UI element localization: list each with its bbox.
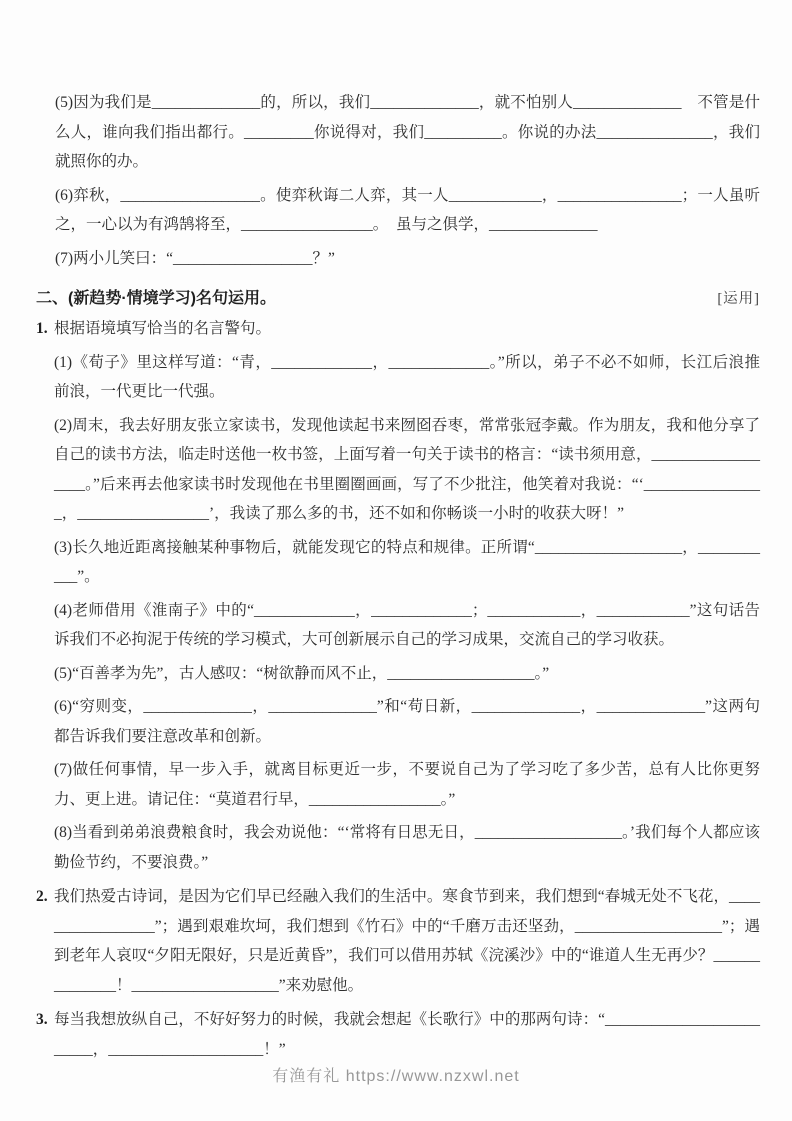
part1-item-6: (6)弈秋，__________________。使弈秋诲二人弈，其一人____________，________________；一人虽听之，一心以为有鸿鹄将至，_________________。 虽与之俱学，______________ xyxy=(55,186,760,233)
section-2-header xyxy=(36,285,760,308)
question-1-item-7: (7)做任何事情，早一步入手，就离目标更近一步，不要说自己为了学习吃了多少苦，总有人比你更努力、更上进。请记住：“莫道君行早，_________________。” xyxy=(54,761,760,808)
part1-item-7: (7)两小儿笑曰：“__________________？” xyxy=(55,249,335,267)
question-1-item-5: (5)“百善孝为先”，古人感叹：“树欲静而风不止，___________________。” xyxy=(54,664,550,682)
question-2 xyxy=(36,882,760,1000)
part1-item-5: (5)因为我们是______________的，所以，我们______________，就不怕别人______________ 不管是什么人，谁向我们指出都行。_________你说得对，我们__________。你说的办法_______________，我们就照你的办。 xyxy=(55,94,760,170)
question-3 xyxy=(36,1005,760,1064)
question-2-text: 我们热爱古诗词，是因为它们早已经融入我们的生活中。寒食节到来，我们想到“春城无处不飞花，_________________”；遇到艰难坎坷，我们想到《竹石》中的“千磨万击还坚劲，___________________”；遇到老年人哀叹“夕阳无限好，只是近黄昏”，我们可以借用苏轼《浣溪沙》中的“谁道人生无再少？______________！___________________”来劝慰他。 xyxy=(54,888,760,994)
section-2-tag: [运用] xyxy=(717,291,760,307)
question-1 xyxy=(36,314,760,877)
question-1-intro: 根据语境填写恰当的名言警句。 xyxy=(54,320,272,337)
question-3-number: 3. xyxy=(36,1011,48,1028)
worksheet-content xyxy=(36,88,760,1069)
question-1-item-1: (1)《荀子》里这样写道：“青，_____________，_____________。”所以，弟子不必不如师，长江后浪推前浪，一代更比一代强。 xyxy=(54,353,760,400)
question-3-text: 每当我想放纵自己，不好好努力的时候，我就会想起《长歌行》中的那两句诗：“_________________________，____________________！” xyxy=(54,1011,760,1058)
question-2-number: 2. xyxy=(36,888,48,905)
question-1-item-8: (8)当看到弟弟浪费粮食时，我会劝说他：“‘常将有日思无日，___________________。’我们每个人都应该勤俭节约，不要浪费。” xyxy=(54,824,760,871)
footer-watermark: 有渔有礼 https://www.nzxwl.net xyxy=(272,1068,520,1085)
question-1-item-4: (4)老师借用《淮南子》中的“_____________，_____________；____________，____________”这句话告诉我们不必拘泥于传统的学习模式，大可创新展示自己的学习成果，交流自己的学习收获。 xyxy=(54,601,760,648)
question-1-item-2: (2)周末，我去好朋友张立家读书，发现他读起书来囫囵吞枣，常常张冠李戴。作为朋友，我和他分享了自己的读书方法，临走时送他一枚书签，上面写着一句关于读书的格言：“读书须用意，__________________。”后来再去他家读书时发现他在书里圈圈画画，写了不少批注，他笑着对我说：“‘________________，_________________’，我读了那么多的书，还不如和你畅谈一小时的收获大呀！” xyxy=(54,416,760,522)
question-1-item-6: (6)“穷则变，______________，______________”和“苟日新，______________，______________”这两句都告诉我们要注意改革和创新。 xyxy=(54,698,760,745)
section-2-title: 二、(新趋势·情境学习)名句运用。 xyxy=(36,290,276,307)
question-1-number: 1. xyxy=(36,320,48,337)
question-1-item-3: (3)长久地近距离接触某种事物后，就能发现它的特点和规律。正所谓“___________________，___________”。 xyxy=(54,538,760,585)
